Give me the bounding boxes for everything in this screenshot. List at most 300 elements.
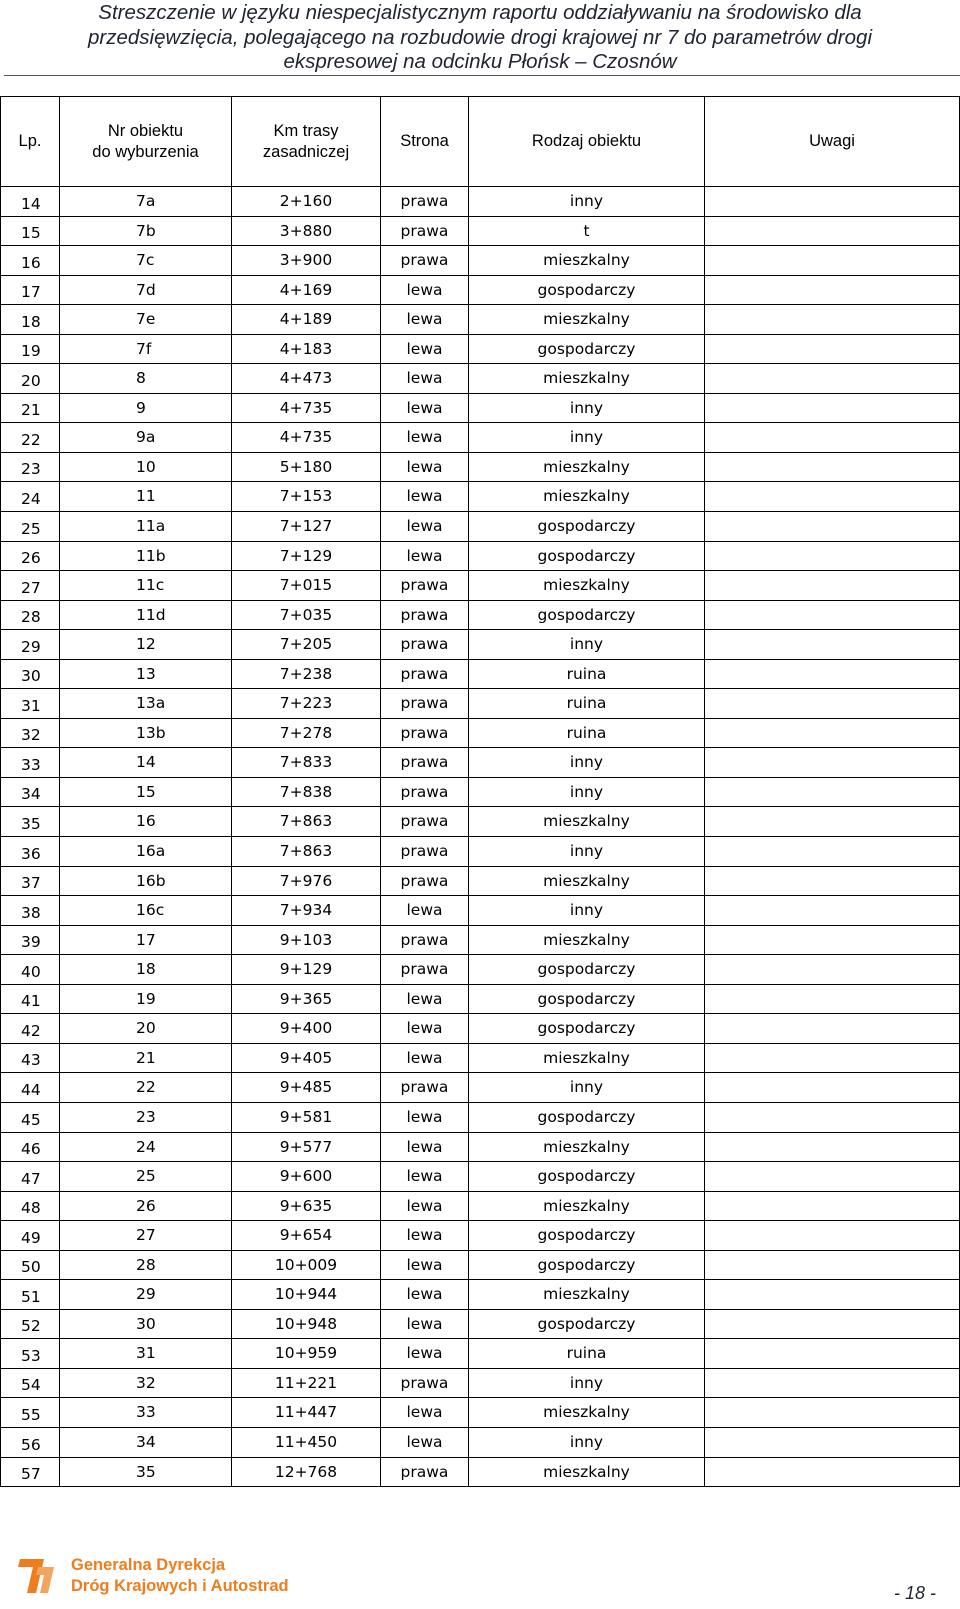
cell-strona: lewa <box>381 896 469 926</box>
cell-uwagi <box>705 275 960 305</box>
table-row <box>1 1339 960 1369</box>
cell-km-trasy: 7+205 <box>232 630 381 660</box>
table-row <box>1 718 960 748</box>
cell-lp: 24 <box>1 482 60 512</box>
cell-rodzaj-obiektu: gospodarczy <box>469 512 705 542</box>
cell-rodzaj-obiektu: mieszkalny <box>469 364 705 394</box>
cell-uwagi <box>705 600 960 630</box>
cell-km-trasy: 10+009 <box>232 1250 381 1280</box>
cell-km-trasy: 9+600 <box>232 1162 381 1192</box>
cell-nr-obiektu: 11a <box>60 512 232 542</box>
table-row <box>1 866 960 896</box>
table-row <box>1 364 960 394</box>
cell-km-trasy: 9+103 <box>232 925 381 955</box>
cell-lp: 54 <box>1 1368 60 1398</box>
cell-lp: 28 <box>1 600 60 630</box>
table-row <box>1 1457 960 1487</box>
cell-nr-obiektu: 19 <box>60 984 232 1014</box>
cell-km-trasy: 3+900 <box>232 246 381 276</box>
cell-km-trasy: 7+153 <box>232 482 381 512</box>
cell-lp: 56 <box>1 1427 60 1457</box>
cell-strona: lewa <box>381 305 469 335</box>
cell-km-trasy: 4+735 <box>232 423 381 453</box>
cell-uwagi <box>705 1457 960 1487</box>
cell-strona: lewa <box>381 1191 469 1221</box>
document-header <box>0 0 960 75</box>
column-header-nr-line1: Nr obiektu <box>107 121 184 140</box>
cell-rodzaj-obiektu: gospodarczy <box>469 1102 705 1132</box>
cell-lp: 27 <box>1 571 60 601</box>
table-row <box>1 1102 960 1132</box>
cell-km-trasy: 4+183 <box>232 334 381 364</box>
cell-strona: lewa <box>381 364 469 394</box>
cell-strona: prawa <box>381 777 469 807</box>
table-row <box>1 600 960 630</box>
cell-rodzaj-obiektu: inny <box>469 777 705 807</box>
cell-uwagi <box>705 1250 960 1280</box>
table-row <box>1 541 960 571</box>
cell-rodzaj-obiektu: inny <box>469 630 705 660</box>
cell-strona: lewa <box>381 334 469 364</box>
cell-nr-obiektu: 22 <box>60 1073 232 1103</box>
cell-uwagi <box>705 866 960 896</box>
cell-km-trasy: 9+635 <box>232 1191 381 1221</box>
cell-nr-obiektu: 32 <box>60 1368 232 1398</box>
cell-uwagi <box>705 1398 960 1428</box>
table-row <box>1 955 960 985</box>
cell-uwagi <box>705 1309 960 1339</box>
cell-strona: prawa <box>381 600 469 630</box>
cell-uwagi <box>705 1191 960 1221</box>
cell-rodzaj-obiektu: t <box>469 216 705 246</box>
cell-km-trasy: 9+485 <box>232 1073 381 1103</box>
cell-km-trasy: 9+365 <box>232 984 381 1014</box>
column-header-lp: Lp. <box>1 97 60 187</box>
cell-rodzaj-obiektu: inny <box>469 1073 705 1103</box>
cell-nr-obiektu: 14 <box>60 748 232 778</box>
table-row <box>1 896 960 926</box>
cell-lp: 43 <box>1 1043 60 1073</box>
cell-km-trasy: 9+405 <box>232 1043 381 1073</box>
cell-nr-obiektu: 30 <box>60 1309 232 1339</box>
cell-strona: lewa <box>381 1339 469 1369</box>
cell-strona: prawa <box>381 866 469 896</box>
cell-nr-obiektu: 33 <box>60 1398 232 1428</box>
cell-lp: 26 <box>1 541 60 571</box>
cell-uwagi <box>705 630 960 660</box>
cell-km-trasy: 9+400 <box>232 1014 381 1044</box>
cell-lp: 35 <box>1 807 60 837</box>
cell-nr-obiektu: 13b <box>60 718 232 748</box>
cell-rodzaj-obiektu: ruina <box>469 689 705 719</box>
cell-uwagi <box>705 1427 960 1457</box>
column-header-km-line2: zasadniczej <box>262 142 350 161</box>
table-row <box>1 275 960 305</box>
cell-uwagi <box>705 246 960 276</box>
column-header-nr-line2: do wyburzenia <box>92 142 199 161</box>
cell-nr-obiektu: 28 <box>60 1250 232 1280</box>
cell-lp: 39 <box>1 925 60 955</box>
cell-lp: 40 <box>1 955 60 985</box>
cell-uwagi <box>705 216 960 246</box>
cell-uwagi <box>705 1162 960 1192</box>
logo-line-2: Dróg Krajowych i Autostrad <box>71 1577 289 1595</box>
cell-km-trasy: 7+863 <box>232 807 381 837</box>
cell-rodzaj-obiektu: mieszkalny <box>469 246 705 276</box>
cell-strona: prawa <box>381 246 469 276</box>
cell-strona: prawa <box>381 807 469 837</box>
cell-strona: prawa <box>381 925 469 955</box>
cell-rodzaj-obiektu: gospodarczy <box>469 1162 705 1192</box>
table-header-row <box>1 97 960 187</box>
cell-uwagi <box>705 1014 960 1044</box>
cell-km-trasy: 9+581 <box>232 1102 381 1132</box>
cell-strona: lewa <box>381 541 469 571</box>
cell-km-trasy: 11+450 <box>232 1427 381 1457</box>
cell-strona: prawa <box>381 630 469 660</box>
cell-uwagi <box>705 423 960 453</box>
gddkia-logo <box>14 1553 334 1603</box>
cell-lp: 42 <box>1 1014 60 1044</box>
cell-lp: 15 <box>1 216 60 246</box>
cell-lp: 37 <box>1 866 60 896</box>
cell-lp: 17 <box>1 275 60 305</box>
cell-nr-obiektu: 11d <box>60 600 232 630</box>
cell-strona: prawa <box>381 718 469 748</box>
cell-nr-obiektu: 18 <box>60 955 232 985</box>
cell-uwagi <box>705 1073 960 1103</box>
cell-strona: prawa <box>381 1457 469 1487</box>
gddkia-logo-icon <box>14 1553 58 1597</box>
cell-lp: 49 <box>1 1221 60 1251</box>
table-row <box>1 925 960 955</box>
table-row <box>1 1368 960 1398</box>
cell-rodzaj-obiektu: mieszkalny <box>469 571 705 601</box>
cell-km-trasy: 3+880 <box>232 216 381 246</box>
cell-uwagi <box>705 1280 960 1310</box>
cell-lp: 30 <box>1 659 60 689</box>
cell-lp: 18 <box>1 305 60 335</box>
cell-strona: prawa <box>381 1368 469 1398</box>
cell-km-trasy: 7+238 <box>232 659 381 689</box>
header-line-1: Streszczenie w języku niespecjalistycznym raportu oddziaływaniu na środowisko dla <box>98 1 862 24</box>
cell-strona: lewa <box>381 1162 469 1192</box>
cell-uwagi <box>705 689 960 719</box>
cell-km-trasy: 10+948 <box>232 1309 381 1339</box>
cell-rodzaj-obiektu: inny <box>469 393 705 423</box>
table-row <box>1 659 960 689</box>
cell-rodzaj-obiektu: mieszkalny <box>469 925 705 955</box>
cell-lp: 48 <box>1 1191 60 1221</box>
cell-lp: 57 <box>1 1457 60 1487</box>
cell-km-trasy: 5+180 <box>232 452 381 482</box>
cell-km-trasy: 10+959 <box>232 1339 381 1369</box>
table-row <box>1 482 960 512</box>
cell-strona: prawa <box>381 837 469 867</box>
cell-lp: 25 <box>1 512 60 542</box>
cell-strona: lewa <box>381 482 469 512</box>
table-row <box>1 748 960 778</box>
cell-strona: lewa <box>381 1398 469 1428</box>
cell-nr-obiektu: 9a <box>60 423 232 453</box>
cell-lp: 46 <box>1 1132 60 1162</box>
cell-lp: 53 <box>1 1339 60 1369</box>
cell-nr-obiektu: 26 <box>60 1191 232 1221</box>
cell-strona: lewa <box>381 512 469 542</box>
cell-uwagi <box>705 541 960 571</box>
cell-strona: prawa <box>381 659 469 689</box>
cell-km-trasy: 12+768 <box>232 1457 381 1487</box>
cell-km-trasy: 7+129 <box>232 541 381 571</box>
cell-rodzaj-obiektu: mieszkalny <box>469 866 705 896</box>
cell-uwagi <box>705 748 960 778</box>
page-number: - 18 - <box>893 1583 936 1603</box>
cell-km-trasy: 4+473 <box>232 364 381 394</box>
column-header-strona: Strona <box>381 97 469 187</box>
cell-rodzaj-obiektu: ruina <box>469 1339 705 1369</box>
cell-rodzaj-obiektu: gospodarczy <box>469 1221 705 1251</box>
cell-lp: 38 <box>1 896 60 926</box>
table-row <box>1 305 960 335</box>
table-row <box>1 1221 960 1251</box>
cell-km-trasy: 7+833 <box>232 748 381 778</box>
cell-nr-obiektu: 13a <box>60 689 232 719</box>
cell-nr-obiektu: 35 <box>60 1457 232 1487</box>
cell-uwagi <box>705 452 960 482</box>
table-row <box>1 1280 960 1310</box>
cell-lp: 16 <box>1 246 60 276</box>
cell-rodzaj-obiektu: inny <box>469 423 705 453</box>
table-row <box>1 1191 960 1221</box>
cell-km-trasy: 4+189 <box>232 305 381 335</box>
cell-strona: lewa <box>381 1102 469 1132</box>
cell-km-trasy: 9+577 <box>232 1132 381 1162</box>
table-row <box>1 807 960 837</box>
table-row <box>1 571 960 601</box>
cell-uwagi <box>705 925 960 955</box>
cell-km-trasy: 7+015 <box>232 571 381 601</box>
cell-rodzaj-obiektu: mieszkalny <box>469 1132 705 1162</box>
cell-nr-obiektu: 10 <box>60 452 232 482</box>
cell-lp: 14 <box>1 187 60 217</box>
cell-uwagi <box>705 334 960 364</box>
table-body <box>1 187 960 1487</box>
table-row <box>1 1309 960 1339</box>
cell-km-trasy: 4+735 <box>232 393 381 423</box>
cell-lp: 32 <box>1 718 60 748</box>
cell-uwagi <box>705 1132 960 1162</box>
cell-uwagi <box>705 364 960 394</box>
cell-rodzaj-obiektu: inny <box>469 748 705 778</box>
cell-km-trasy: 7+035 <box>232 600 381 630</box>
column-header-uwagi: Uwagi <box>705 97 960 187</box>
column-header-nr-obiektu <box>60 97 232 187</box>
cell-strona: prawa <box>381 216 469 246</box>
cell-nr-obiektu: 7d <box>60 275 232 305</box>
cell-uwagi <box>705 512 960 542</box>
cell-nr-obiektu: 12 <box>60 630 232 660</box>
table-row <box>1 452 960 482</box>
cell-strona: lewa <box>381 1427 469 1457</box>
cell-nr-obiektu: 29 <box>60 1280 232 1310</box>
column-header-km-trasy <box>232 97 381 187</box>
cell-uwagi <box>705 1368 960 1398</box>
table-row <box>1 246 960 276</box>
cell-rodzaj-obiektu: gospodarczy <box>469 955 705 985</box>
cell-strona: lewa <box>381 1043 469 1073</box>
cell-nr-obiektu: 9 <box>60 393 232 423</box>
cell-rodzaj-obiektu: mieszkalny <box>469 1457 705 1487</box>
table-row <box>1 1014 960 1044</box>
cell-uwagi <box>705 777 960 807</box>
cell-strona: lewa <box>381 1132 469 1162</box>
table-row <box>1 512 960 542</box>
cell-km-trasy: 9+129 <box>232 955 381 985</box>
cell-lp: 41 <box>1 984 60 1014</box>
header-divider <box>4 75 960 76</box>
cell-rodzaj-obiektu: mieszkalny <box>469 305 705 335</box>
cell-uwagi <box>705 984 960 1014</box>
table-row <box>1 334 960 364</box>
cell-uwagi <box>705 187 960 217</box>
cell-km-trasy: 10+944 <box>232 1280 381 1310</box>
cell-uwagi <box>705 571 960 601</box>
cell-nr-obiektu: 34 <box>60 1427 232 1457</box>
cell-km-trasy: 11+221 <box>232 1368 381 1398</box>
cell-uwagi <box>705 718 960 748</box>
cell-strona: lewa <box>381 393 469 423</box>
cell-rodzaj-obiektu: gospodarczy <box>469 1309 705 1339</box>
cell-nr-obiektu: 16b <box>60 866 232 896</box>
cell-strona: prawa <box>381 689 469 719</box>
table-row <box>1 630 960 660</box>
cell-uwagi <box>705 482 960 512</box>
cell-rodzaj-obiektu: mieszkalny <box>469 807 705 837</box>
cell-nr-obiektu: 7b <box>60 216 232 246</box>
cell-rodzaj-obiektu: inny <box>469 187 705 217</box>
table-row <box>1 777 960 807</box>
cell-rodzaj-obiektu: inny <box>469 1368 705 1398</box>
cell-rodzaj-obiektu: mieszkalny <box>469 1280 705 1310</box>
cell-nr-obiektu: 24 <box>60 1132 232 1162</box>
cell-nr-obiektu: 16 <box>60 807 232 837</box>
cell-km-trasy: 7+838 <box>232 777 381 807</box>
table-row <box>1 1162 960 1192</box>
cell-nr-obiektu: 16a <box>60 837 232 867</box>
cell-uwagi <box>705 807 960 837</box>
cell-rodzaj-obiektu: mieszkalny <box>469 452 705 482</box>
cell-rodzaj-obiektu: gospodarczy <box>469 275 705 305</box>
cell-nr-obiektu: 7a <box>60 187 232 217</box>
header-line-3: ekspresowej na odcinku Płońsk – Czosnów <box>283 50 677 73</box>
cell-uwagi <box>705 896 960 926</box>
cell-lp: 50 <box>1 1250 60 1280</box>
cell-lp: 51 <box>1 1280 60 1310</box>
cell-strona: lewa <box>381 1014 469 1044</box>
cell-uwagi <box>705 1221 960 1251</box>
cell-nr-obiektu: 13 <box>60 659 232 689</box>
cell-lp: 34 <box>1 777 60 807</box>
cell-strona: prawa <box>381 1073 469 1103</box>
cell-nr-obiektu: 21 <box>60 1043 232 1073</box>
cell-km-trasy: 9+654 <box>232 1221 381 1251</box>
cell-lp: 21 <box>1 393 60 423</box>
cell-nr-obiektu: 11 <box>60 482 232 512</box>
cell-strona: prawa <box>381 571 469 601</box>
cell-nr-obiektu: 16c <box>60 896 232 926</box>
cell-nr-obiektu: 11c <box>60 571 232 601</box>
column-header-km-line1: Km trasy <box>273 121 339 140</box>
cell-nr-obiektu: 7c <box>60 246 232 276</box>
cell-rodzaj-obiektu: gospodarczy <box>469 1014 705 1044</box>
cell-lp: 44 <box>1 1073 60 1103</box>
table-row <box>1 1398 960 1428</box>
cell-lp: 29 <box>1 630 60 660</box>
cell-strona: lewa <box>381 275 469 305</box>
cell-rodzaj-obiektu: mieszkalny <box>469 482 705 512</box>
cell-lp: 52 <box>1 1309 60 1339</box>
cell-rodzaj-obiektu: gospodarczy <box>469 541 705 571</box>
cell-uwagi <box>705 393 960 423</box>
cell-lp: 36 <box>1 837 60 867</box>
cell-strona: prawa <box>381 955 469 985</box>
cell-km-trasy: 7+863 <box>232 837 381 867</box>
cell-lp: 33 <box>1 748 60 778</box>
cell-lp: 31 <box>1 689 60 719</box>
cell-km-trasy: 4+169 <box>232 275 381 305</box>
cell-rodzaj-obiektu: inny <box>469 896 705 926</box>
cell-rodzaj-obiektu: ruina <box>469 659 705 689</box>
table-row <box>1 689 960 719</box>
table-row <box>1 1250 960 1280</box>
cell-nr-obiektu: 11b <box>60 541 232 571</box>
cell-nr-obiektu: 20 <box>60 1014 232 1044</box>
cell-lp: 55 <box>1 1398 60 1428</box>
cell-nr-obiektu: 23 <box>60 1102 232 1132</box>
cell-rodzaj-obiektu: ruina <box>469 718 705 748</box>
cell-strona: lewa <box>381 452 469 482</box>
cell-nr-obiektu: 7f <box>60 334 232 364</box>
gddkia-logo-text <box>71 1555 289 1597</box>
header-line-2: przedsięwzięcia, polegającego na rozbudowie drogi krajowej nr 7 do parametrów drogi <box>88 25 872 49</box>
cell-lp: 23 <box>1 452 60 482</box>
cell-strona: lewa <box>381 984 469 1014</box>
cell-strona: lewa <box>381 1221 469 1251</box>
cell-lp: 47 <box>1 1162 60 1192</box>
cell-km-trasy: 7+976 <box>232 866 381 896</box>
table-row <box>1 423 960 453</box>
cell-rodzaj-obiektu: mieszkalny <box>469 1043 705 1073</box>
cell-rodzaj-obiektu: gospodarczy <box>469 334 705 364</box>
table-row <box>1 187 960 217</box>
cell-rodzaj-obiektu: mieszkalny <box>469 1398 705 1428</box>
cell-nr-obiektu: 31 <box>60 1339 232 1369</box>
cell-uwagi <box>705 1102 960 1132</box>
table-row <box>1 837 960 867</box>
logo-line-1: Generalna Dyrekcja <box>71 1556 226 1574</box>
cell-km-trasy: 7+223 <box>232 689 381 719</box>
table-row <box>1 1132 960 1162</box>
cell-km-trasy: 7+278 <box>232 718 381 748</box>
cell-strona: lewa <box>381 1280 469 1310</box>
table-row <box>1 1043 960 1073</box>
cell-rodzaj-obiektu: inny <box>469 1427 705 1457</box>
table-row <box>1 393 960 423</box>
cell-uwagi <box>705 837 960 867</box>
table-row <box>1 984 960 1014</box>
column-header-rodzaj-obiektu: Rodzaj obiektu <box>469 97 705 187</box>
cell-nr-obiektu: 8 <box>60 364 232 394</box>
